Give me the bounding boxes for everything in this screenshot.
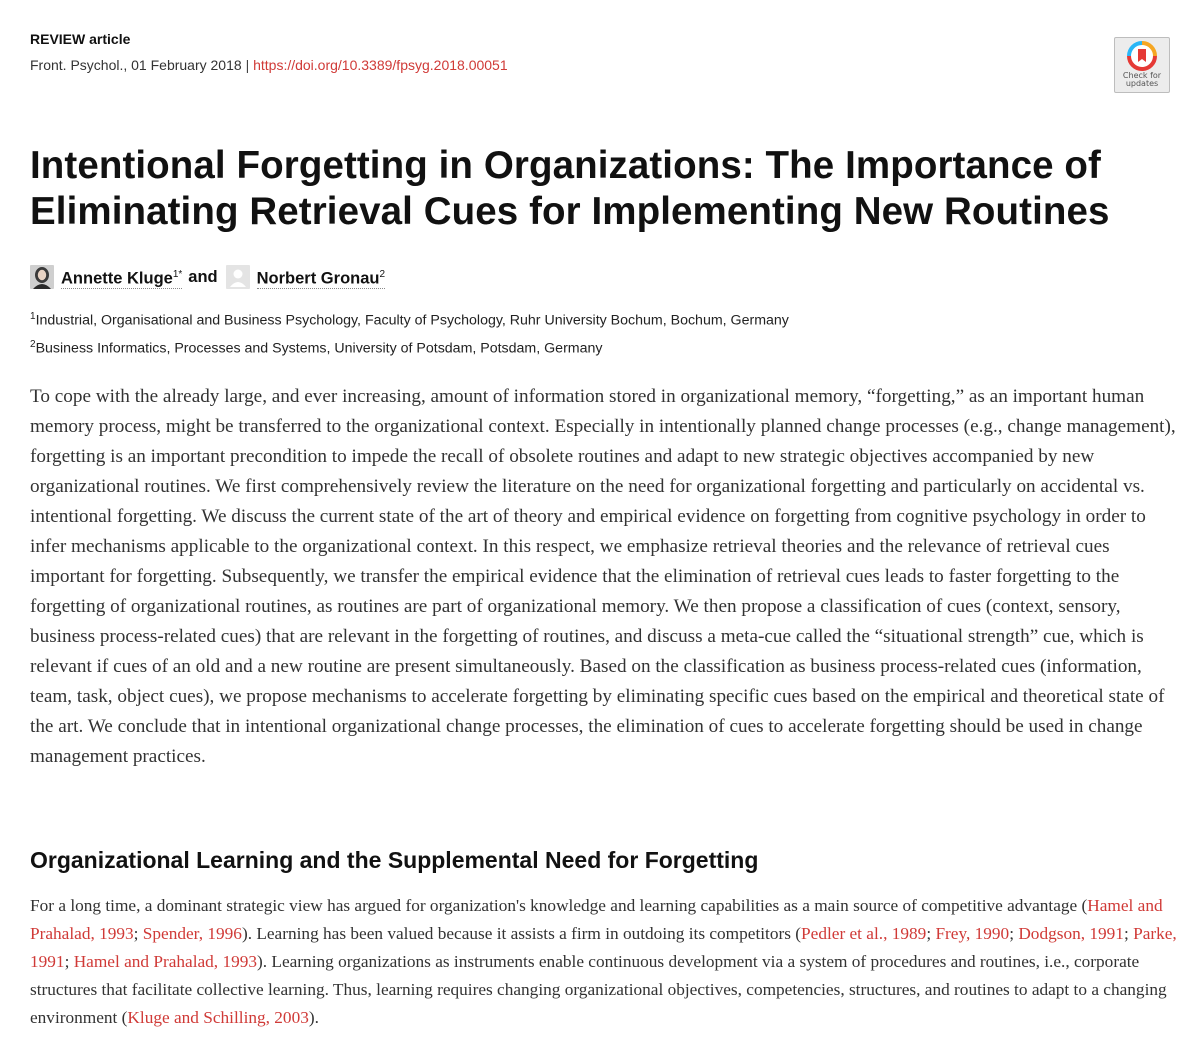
- citation-line: [30, 55, 508, 75]
- author-list: [30, 264, 385, 290]
- author-conjunction: and: [188, 267, 218, 286]
- author-norbert-gronau[interactable]: Norbert Gronau$^2$: [257, 265, 385, 290]
- affiliation-1: $^1$Industrial, Organisational and Business Psychology, Faculty of Psychology, Ruhr University Bochum, Bochum, Germany: [30, 311, 789, 329]
- section-heading: Organizational Learning and the Supplemental Need for Forgetting: [30, 847, 759, 873]
- author-photo-icon: [30, 265, 54, 289]
- check-for-updates-icon: [1127, 41, 1157, 71]
- affiliation-2: $^2$Business Informatics, Processes and Systems, University of Potsdam, Potsdam, Germany: [30, 338, 603, 357]
- separator: |: [245, 57, 250, 73]
- ref-parke-1991[interactable]: Parke, 1991: [30, 924, 1177, 971]
- avatar-placeholder-icon: [226, 265, 250, 289]
- ref-dodgson-1991[interactable]: Dodgson, 1991: [1018, 924, 1124, 943]
- article-meta: [30, 29, 508, 75]
- abstract: To cope with the already large, and ever increasing, amount of information stored in organizational memory, “forgetting,” as an important human memory process, might be transferred to the organizational context. Especially in intentionally planned change processes (e.g., change management), forgetting is an important precondition to impede the recall of obsolete routines and adapt to new strategic objectives accompanied by new organizational routines. We first comprehensively review the literature on the need for organizational forgetting and particularly on accidental vs. intentional forgetting. We discuss the current state of the art of theory and empirical evidence on forgetting from cognitive psychology in order to infer mechanisms applicable to the organizational context. In this respect, we emphasize retrieval theories and the relevance of retrieval cues important for forgetting. Subsequently, we transfer the empirical evidence that the elimination of retrieval cues leads to faster forgetting to the forgetting of organizational routines, as routines are part of organizational memory. We then propose a classification of cues (context, sensory, business process-related cues) that are relevant in the forgetting of routines, and discuss a meta-cue called the “situational strength” cue, which is relevant if cues of an old and a new routine are present simultaneously. Based on the classification as business process-related cues (information, team, task, object cues), we propose mechanisms to accelerate forgetting by eliminating specific cues based on the empirical and theoretical state of the art. We conclude that in intentional organizational change processes, the elimination of cues to accelerate forgetting should be used in change management practices.: [30, 386, 1176, 767]
- doi-link[interactable]: https://doi.org/10.3389/fpsyg.2018.00051: [253, 57, 508, 73]
- check-for-updates-label: Check for updates: [1122, 71, 1162, 88]
- author-annette-kluge[interactable]: Annette Kluge$^{1*}$: [61, 265, 182, 290]
- ref-hamel-prahalad-1993-b[interactable]: Hamel and Prahalad, 1993: [73, 952, 258, 971]
- article-title: Intentional Forgetting in Organizations: The Importance of Eliminating Retrieval Cues for Implementing New Routines: [30, 144, 1110, 233]
- ref-frey-1990[interactable]: Frey, 1990: [935, 924, 1010, 943]
- ref-spender-1996[interactable]: Spender, 1996: [142, 924, 242, 943]
- journal-citation: Front. Psychol., 01 February 2018: [30, 57, 242, 73]
- ref-pedler-1989[interactable]: Pedler et al., 1989: [801, 924, 927, 943]
- affiliations: [30, 305, 789, 360]
- check-for-updates-button[interactable]: [1114, 37, 1170, 93]
- ref-hamel-prahalad-1993[interactable]: Hamel and Prahalad, 1993: [30, 896, 1163, 943]
- article-type: REVIEW article: [30, 31, 131, 47]
- section-paragraph: For a long time, a dominant strategic view has argued for organization's knowledge and learning capabilities as a main source of competitive advantage (Hamel and Prahalad, 1993; Spender, 1996). Learning has been valued because it assists a firm in outdoing its competitors (Pedler et al., 1989; Frey, 1990; Dodgson, 1991; Parke, 1991; Hamel and Prahalad, 1993). Learning organizations as instruments enable continuous development via a system of procedures and routines, i.e., corporate structures that facilitate collective learning. Thus, learning requires changing organizational objectives, competencies, structures, and routines to adapt to a changing environment (Kluge and Schilling, 2003).: [30, 896, 1177, 1027]
- ref-kluge-schilling-2003[interactable]: Kluge and Schilling, 2003: [127, 1008, 309, 1027]
